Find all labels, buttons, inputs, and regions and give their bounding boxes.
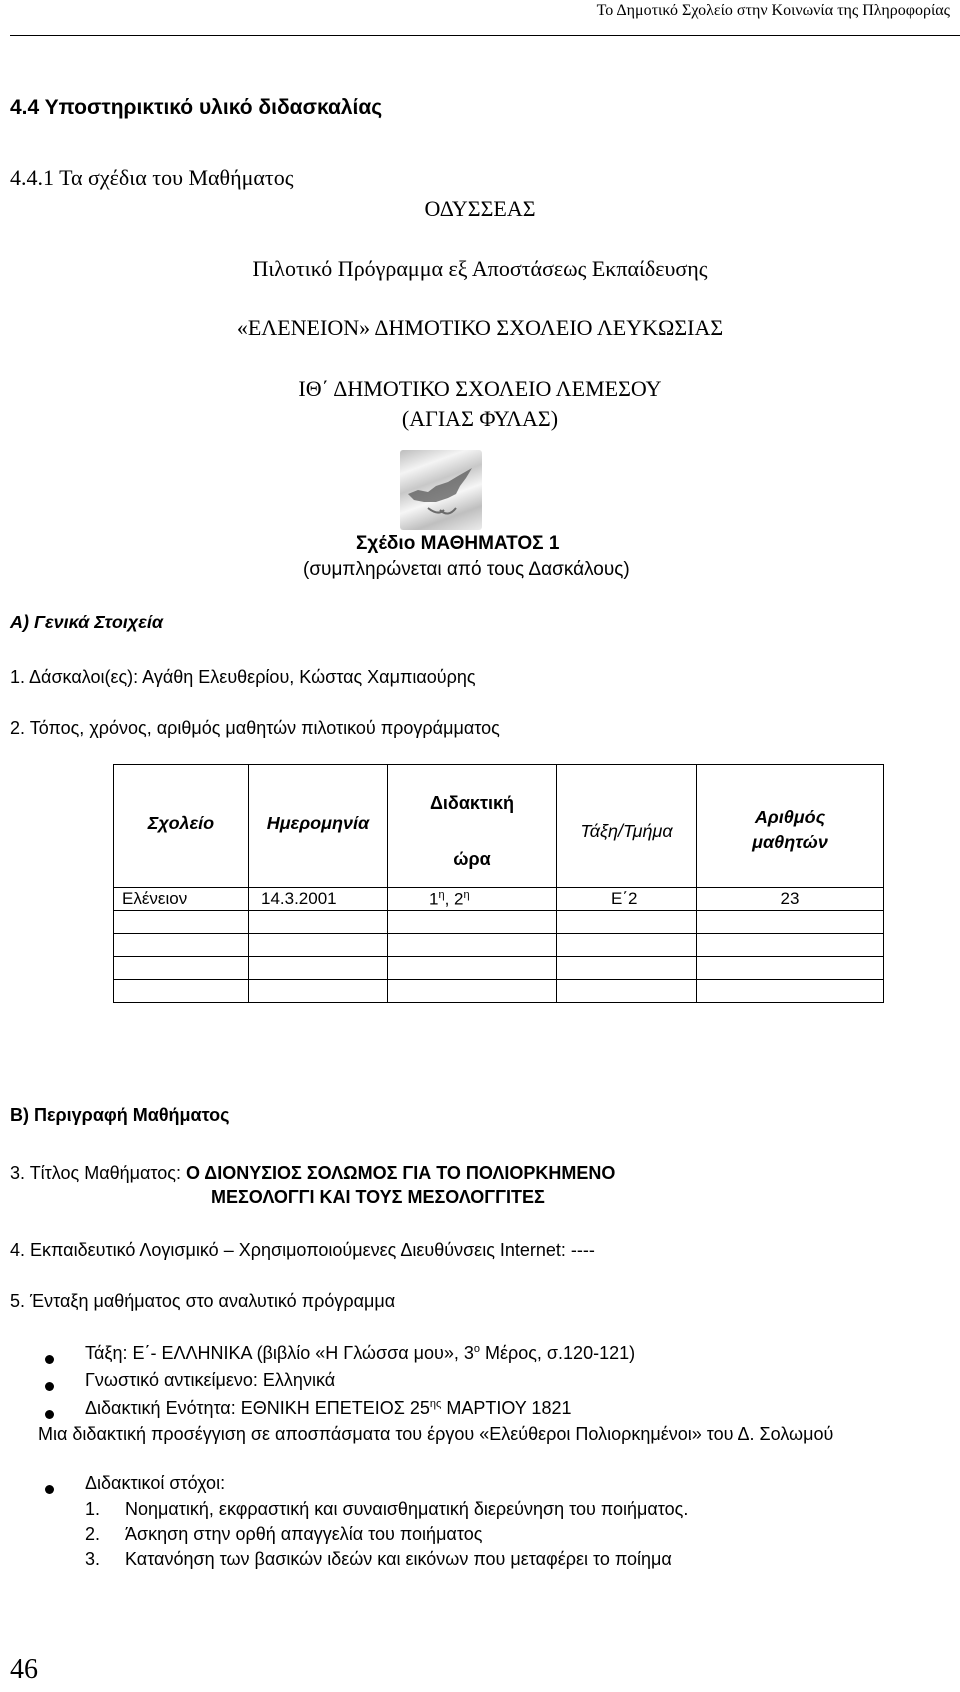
plan-subtitle: (συμπληρώνεται από τους Δασκάλους) (303, 559, 630, 580)
bullet-subject: Γνωστικό αντικείμενο: Ελληνικά (85, 1370, 336, 1390)
table-row-empty (114, 957, 884, 980)
school-lefkosia: «ΕΛΕΝΕΙΟΝ» ΔΗΜΟΤΙΚΟ ΣΧΟΛΕΙΟ ΛΕΥΚΩΣΙΑΣ (236, 315, 724, 340)
goal-item: 3. Κατανόηση των βασικών ιδεών και εικόνων που μεταφέρει το ποίημα (85, 1549, 672, 1569)
subsection-heading: 4.4.1 Τα σχέδια του Μαθήματος (10, 165, 294, 190)
plan-title: Σχέδιο ΜΑΘΗΜΑΤΟΣ 1 (356, 533, 560, 554)
goal-item: 2. Άσκηση στην ορθή απαγγελία του ποιήματος (85, 1524, 483, 1544)
cell-hour: $1^\eta$, $2^\eta$ (388, 888, 557, 911)
program-line: Πιλοτικό Πρόγραμμα εξ Αποστάσεως Εκπαίδευσης (252, 256, 708, 281)
section-b-heading: Β) Περιγραφή Μαθήματος (10, 1105, 230, 1125)
project-title: ΟΔΥΣΣΕΑΣ (424, 196, 536, 221)
place-time-item: 2. Τόπος, χρόνος, αριθμός μαθητών πιλοτικού προγράμματος (10, 718, 500, 738)
school-lemesos-line1: ΙΘ΄ ΔΗΜΟΤΙΚΟ ΣΧΟΛΕΙΟ ΛΕΜΕΣΟΥ (298, 376, 662, 401)
cell-class: Ε΄2 (557, 888, 697, 911)
bullet-icon (45, 1382, 54, 1391)
lesson-title-line2: ΜΕΣΟΛΟΓΓΙ ΚΑΙ ΤΟΥΣ ΜΕΣΟΛΟΓΓΙΤΕΣ (211, 1187, 545, 1207)
section-heading: 4.4 Υποστηρικτικό υλικό διδασκαλίας (10, 96, 383, 119)
cyprus-flag-image (400, 450, 482, 530)
curriculum-item: 5. Ένταξη μαθήματος στο αναλυτικό πρόγραμμα (10, 1291, 396, 1311)
header-date: Ημερομηνία (249, 765, 388, 888)
cell-students: 23 (697, 888, 884, 911)
header-school: Σχολείο (114, 765, 249, 888)
bullet-unit: Διδακτική Ενότητα: ΕΘΝΙΚΗ ΕΠΕΤΕΙΟΣ $25^{\eta\varsigma}$ ΜΑΡΤΙΟΥ 1821 (85, 1398, 572, 1418)
table-row (114, 888, 884, 911)
approach-text: Μια διδακτική προσέγγιση σε αποσπάσματα του έργου «Ελεύθεροι Πολιορκημένοι» του Δ. Σολωμού (38, 1424, 834, 1444)
header-students: Αριθμός μαθητών (697, 765, 884, 888)
bullet-icon (45, 1410, 54, 1419)
header-class: Τάξη/Τμήμα (557, 765, 697, 888)
bullet-icon (45, 1485, 54, 1494)
lesson-title-item: 3. Τίτλος Μαθήματος: Ο ΔΙΟΝΥΣΙΟΣ ΣΟΛΩΜΟΣ ΓΙΑ ΤΟ ΠΟΛΙΟΡΚΗΜΕΝΟ (10, 1163, 616, 1183)
page-number: 46 (10, 1654, 38, 1685)
cyprus-map-icon (400, 450, 482, 530)
running-header: Το Δημοτικό Σχολείο στην Κοινωνία της Πληροφορίας (596, 2, 950, 19)
table-row-empty (114, 934, 884, 957)
school-lemesos-line2: (ΑΓΙΑΣ ΦΥΛΑΣ) (401, 406, 559, 431)
cell-school: Ελένειον (114, 888, 249, 911)
bullet-class: Τάξη: Ε΄- ΕΛΛΗΝΙΚΑ (βιβλίο «Η Γλώσσα μου», $3^o$ Μέρος, σ.120-121) (85, 1343, 636, 1363)
bullet-icon (45, 1355, 54, 1364)
teachers-item: 1. Δάσκαλοι(ες): Αγάθη Ελευθερίου, Κώστας Χαμπιαούρης (10, 667, 476, 687)
header-rule (10, 35, 960, 36)
schedule-table (113, 764, 884, 1003)
cell-date: 14.3.2001 (249, 888, 388, 911)
goal-item: 1. Νοηματική, εκφραστική και συναισθηματική διερεύνηση του ποιήματος. (85, 1499, 689, 1519)
header-teaching-hour: Διδακτική ώρα (388, 765, 557, 888)
section-a-heading: Α) Γενικά Στοιχεία (10, 612, 163, 632)
bullet-goals: Διδακτικοί στόχοι: (85, 1473, 226, 1493)
software-item: 4. Εκπαιδευτικό Λογισμικό – Χρησιμοποιούμενες Διευθύνσεις Internet: ---- (10, 1240, 595, 1260)
table-header-row (114, 765, 884, 888)
table-row-empty (114, 980, 884, 1003)
table-row-empty (114, 911, 884, 934)
